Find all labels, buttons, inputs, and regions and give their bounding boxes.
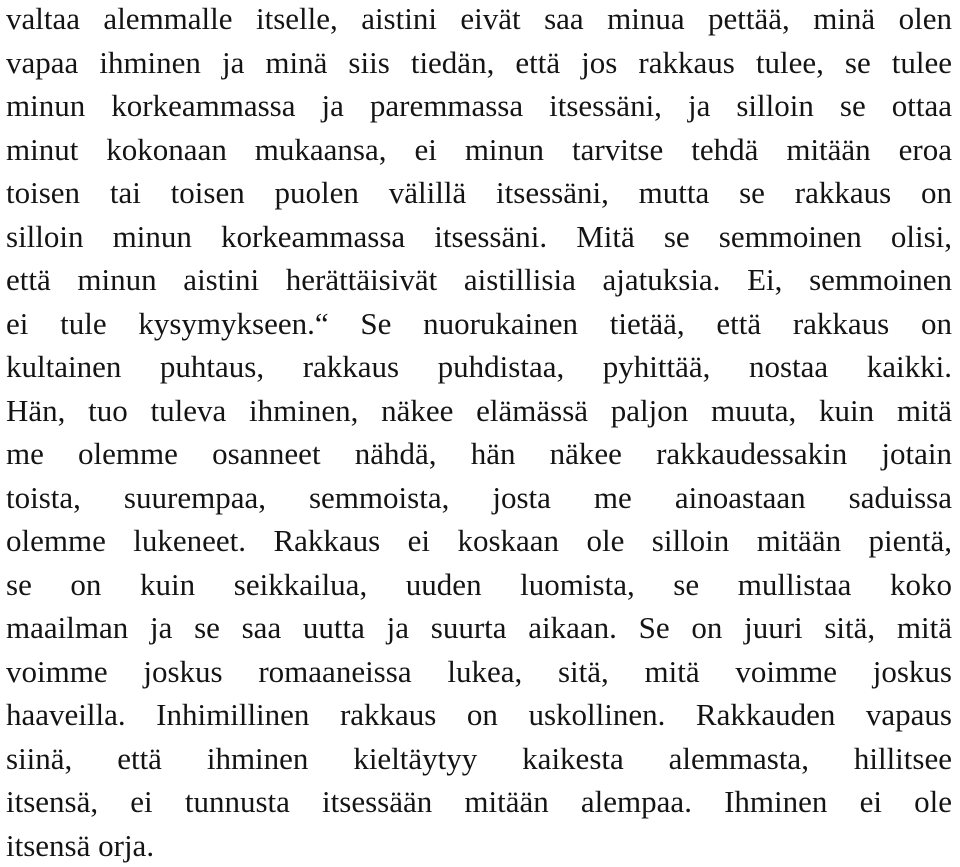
text-line: Hän, tuo tuleva ihminen, näkee elämässä paljon muuta, kuin mitä [6,389,952,433]
text-line: itsensä, ei tunnusta itsessään mitään alempaa. Ihminen ei ole [6,780,952,824]
text-line: haaveilla. Inhimillinen rakkaus on uskollinen. Rakkauden vapaus [6,693,952,737]
text-line: toisen tai toisen puolen välillä itsessäni, mutta se rakkaus on [6,171,952,215]
text-line: toista, suurempaa, semmoista, josta me ainoastaan saduissa [6,476,952,520]
text-line: me olemme osanneet nähdä, hän näkee rakkaudessakin jotain [6,432,952,476]
text-line: maailman ja se saa uutta ja suurta aikaan. Se on juuri sitä, mitä [6,606,952,650]
text-line: silloin minun korkeammassa itsessäni. Mitä se semmoinen olisi, [6,215,952,259]
text-line: ei tule kysymykseen.“ Se nuorukainen tietää, että rakkaus on [6,302,952,346]
text-line: itsensä orja. [6,824,952,867]
text-line: voimme joskus romaaneissa lukea, sitä, mitä voimme joskus [6,650,952,694]
text-line: siinä, että ihminen kieltäytyy kaikesta alemmasta, hillitsee [6,737,952,781]
text-line: se on kuin seikkailua, uuden luomista, se mullistaa koko [6,563,952,607]
text-line: olemme lukeneet. Rakkaus ei koskaan ole silloin mitään pientä, [6,519,952,563]
text-line: että minun aistini herättäisivät aistillisia ajatuksia. Ei, semmoinen [6,258,952,302]
text-line: valtaa alemmalle itselle, aistini eivät saa minua pettää, minä olen [6,0,952,41]
text-line: kultainen puhtaus, rakkaus puhdistaa, pyhittää, nostaa kaikki. [6,345,952,389]
text-line: minun korkeammassa ja paremmassa itsessäni, ja silloin se ottaa [6,84,952,128]
text-line: minut kokonaan mukaansa, ei minun tarvitse tehdä mitään eroa [6,128,952,172]
text-line: vapaa ihminen ja minä siis tiedän, että jos rakkaus tulee, se tulee [6,41,952,85]
body-text [6,0,952,867]
